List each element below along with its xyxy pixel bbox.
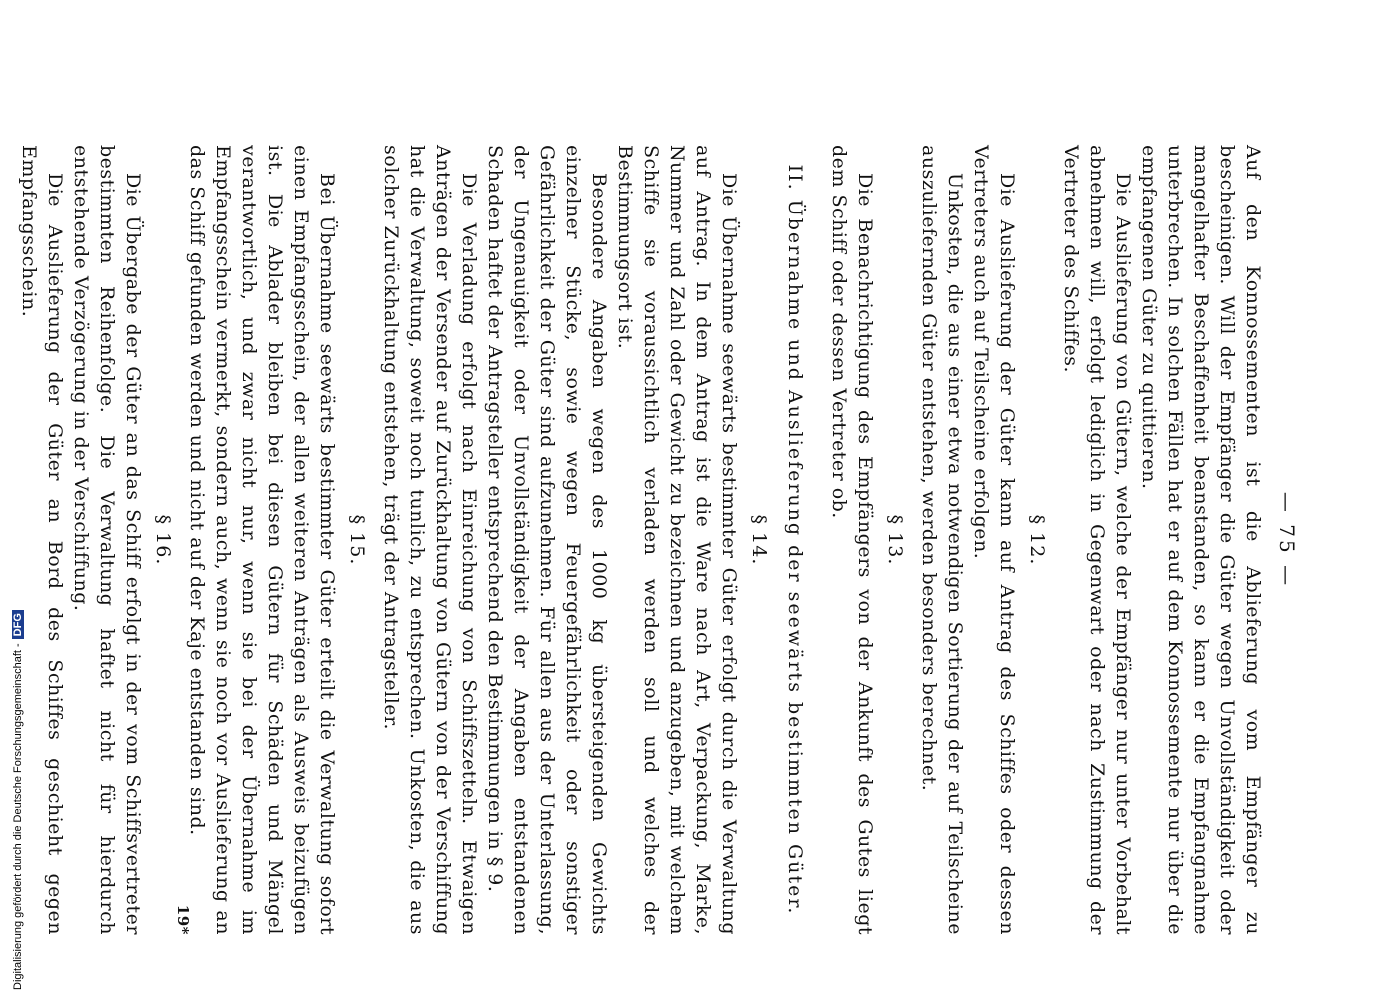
digitization-attribution bbox=[12, 610, 24, 990]
signature-mark: 19* bbox=[174, 904, 192, 935]
paragraph: Die Auslieferung der Güter kann auf Antrag des Schiffes oder dessen Vertreters auch auf Teilscheine erfolgen. bbox=[970, 145, 1018, 935]
section-number: § 13. bbox=[884, 514, 906, 566]
section-number: § 16. bbox=[152, 514, 174, 566]
paragraph: Die Benachrichtigung des Empfängers von der Ankunft des Gutes liegt dem Schiff oder dessen Vertreter ob. bbox=[828, 145, 876, 935]
dfg-logo: DFG bbox=[12, 610, 24, 639]
attribution-text: Digitalisierung gefördert durch die Deutsche Forschungsgemeinschaft - bbox=[12, 643, 24, 990]
paragraph: Die Auslieferung von Gütern, welche der Empfänger nur unter Vorbehalt abnehmen will, erfolgt lediglich in Gegenwart oder nach Zustimmung der Vertreter des Schiffes. bbox=[1060, 145, 1134, 935]
section-number: § 15. bbox=[346, 514, 368, 566]
paragraph: Die Verladung erfolgt nach Einreichung von Schiffszetteln. Etwaigen Anträgen der Versender auf Zurückhaltung von Gütern von der Verschiffung hat die Verwaltung, soweit noch tunlich, zu entsprechen. Unkosten, die aus solcher Zurückhaltung entstehen, trägt der Antragsteller. bbox=[380, 145, 480, 935]
paragraph: Die Auslieferung der Güter an Bord des Schiffes geschieht gegen Empfangsschein. bbox=[18, 145, 66, 935]
section-number: § 14. bbox=[748, 514, 770, 566]
paragraph: Die Übernahme seewärts bestimmter Güter erfolgt durch die Verwaltung auf Antrag. In dem Antrag ist die Ware nach Art, Verpackung, Marke, Nummer und Zahl oder Gewicht zu bezeichnen und anzugeben, mit welchem Schiffe sie voraussichtlich verladen werden soll und welches der Bestimmungsort ist. bbox=[614, 145, 740, 935]
paragraph: Unkosten, die aus einer etwa notwendigen Sortierung der auf Teilscheine auszuliefernden Güter entstehen, werden besonders berechnet. bbox=[918, 145, 966, 935]
section-number: § 12. bbox=[1026, 514, 1048, 566]
paragraph: Bei Übernahme seewärts bestimmter Güter erteilt die Verwaltung sofort einen Empfangsschein, der allen weiteren Anträgen als Ausweis beizufügen ist. Die Ablader bleiben bei diesen Gütern für Schäden und Mängel verantwortlich, und zwar nicht nur, wenn sie bei der Übernahme im Empfangsschein vermerkt, sondern auch, wenn sie noch vor Auslieferung an das Schiff gefunden werden und nicht auf der Kaje entstanden sind. bbox=[186, 145, 338, 935]
paragraph: Die Übergabe der Güter an das Schiff erfolgt in der vom Schiffsvertreter bestimmten Reihenfolge. Die Verwaltung haftet nicht für hierdurch entstehende Verzögerung in der Verschiffung. bbox=[70, 145, 144, 935]
paragraph: Auf den Konnossementen ist die Ablieferung vom Empfänger zu bescheinigen. Will der Empfänger die Güter wegen Unvollständigkeit oder mangelhafter Beschaffenheit beanstanden, so kann er die Empfangnahme unterbrechen. In solchen Fällen hat er auf dem Konnossemente nur über die empfangenen Güter zu quittieren. bbox=[1138, 145, 1264, 935]
page-number: — 75 — bbox=[1275, 491, 1299, 589]
page-content bbox=[16, 145, 1266, 935]
section-heading: II. Übernahme und Auslieferung der seewärts bestimmten Güter. bbox=[784, 164, 806, 916]
paragraph: Besondere Angaben wegen des 1000 kg übersteigenden Gewichts einzelner Stücke, sowie wegen Feuergefährlichkeit oder sonstiger Gefährlichkeit der Güter sind aufzunehmen. Für allen aus der Unterlassung, der Ungenauigkeit oder Unvollständigkeit der Angaben entstandenen Schaden haftet der Antragsteller entsprechend den Bestimmungen in § 9. bbox=[484, 145, 610, 935]
